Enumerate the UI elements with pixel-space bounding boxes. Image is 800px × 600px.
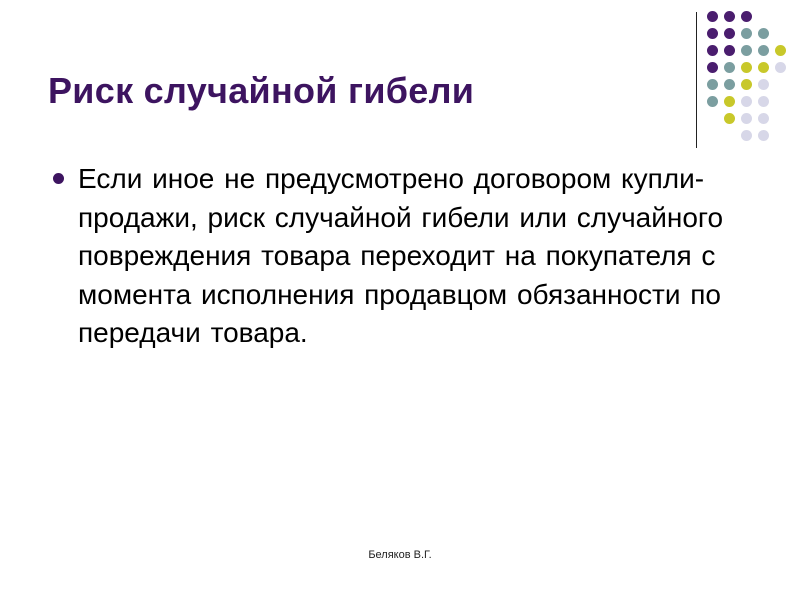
decorative-dot-lavender bbox=[741, 113, 752, 124]
decorative-dot-yellow bbox=[741, 62, 752, 73]
decorative-dot-teal bbox=[741, 45, 752, 56]
decorative-dot-teal bbox=[707, 79, 718, 90]
decorative-dot-purple bbox=[707, 28, 718, 39]
decorative-dot-purple bbox=[707, 45, 718, 56]
decorative-dot-lavender bbox=[741, 96, 752, 107]
bullet-text: Если иное не предусмотрено договором купли-продажи, риск случайной гибели или случайного повреждения товара переходит на покупателя с момента исполнения продавцом обязанности по передачи товара. bbox=[78, 163, 724, 348]
decorative-dot-purple bbox=[724, 45, 735, 56]
decorative-dot-purple bbox=[724, 11, 735, 22]
decorative-dot-purple bbox=[724, 28, 735, 39]
decorative-dot-lavender bbox=[758, 130, 769, 141]
decorative-dot-teal bbox=[741, 28, 752, 39]
decorative-dot-grid bbox=[707, 11, 797, 131]
decorative-dot-yellow bbox=[724, 113, 735, 124]
decorative-dot-purple bbox=[707, 11, 718, 22]
vertical-divider bbox=[696, 12, 697, 148]
decorative-dot-yellow bbox=[741, 79, 752, 90]
bullet-item bbox=[48, 160, 763, 353]
bullet-list bbox=[48, 160, 763, 353]
decorative-dot-lavender bbox=[775, 62, 786, 73]
decorative-dot-yellow bbox=[724, 96, 735, 107]
decorative-dot-lavender bbox=[758, 96, 769, 107]
decorative-dot-lavender bbox=[758, 113, 769, 124]
bullet-dot-icon bbox=[53, 173, 64, 184]
decorative-dot-lavender bbox=[758, 79, 769, 90]
decorative-dot-purple bbox=[707, 62, 718, 73]
slide-title: Риск случайной гибели bbox=[48, 70, 475, 111]
decorative-dot-yellow bbox=[758, 62, 769, 73]
decorative-dot-lavender bbox=[741, 130, 752, 141]
decorative-dot-teal bbox=[707, 96, 718, 107]
decorative-dot-teal bbox=[758, 28, 769, 39]
footer-author: Беляков В.Г. bbox=[368, 549, 432, 561]
decorative-dot-purple bbox=[741, 11, 752, 22]
decorative-dot-yellow bbox=[775, 45, 786, 56]
decorative-dot-teal bbox=[724, 62, 735, 73]
decorative-dot-teal bbox=[724, 79, 735, 90]
decorative-dot-teal bbox=[758, 45, 769, 56]
